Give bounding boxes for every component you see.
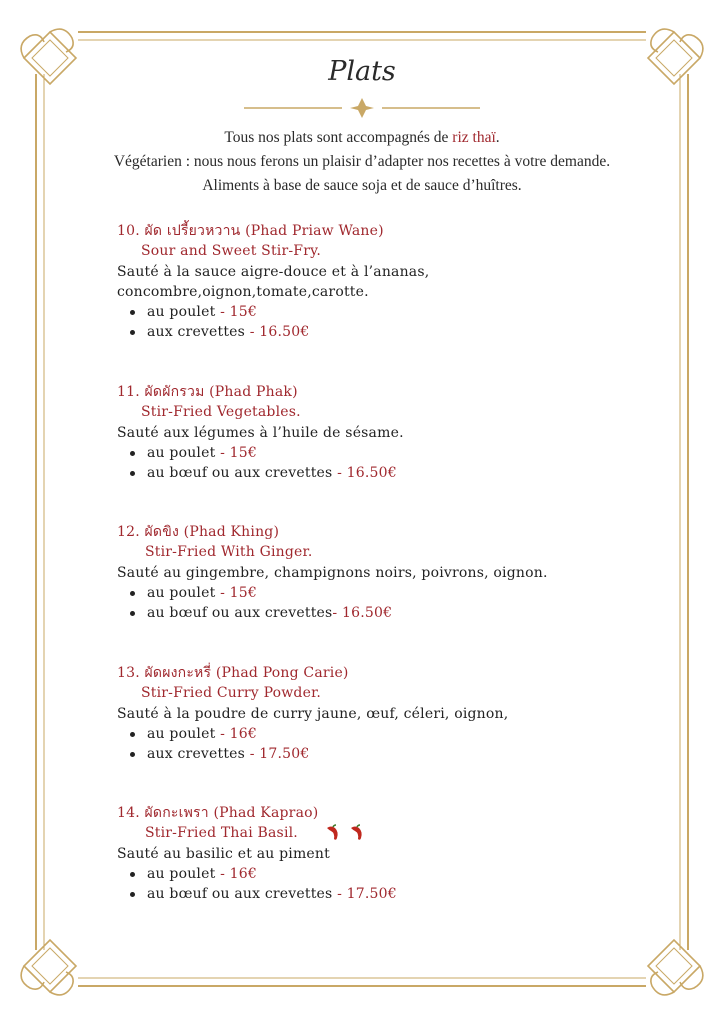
dish-heading: 10. ผัด เปรี้ยวหวาน (Phad Priaw Wane) (117, 223, 384, 239)
dish-subtitle: Stir-Fried Curry Powder. (141, 685, 322, 702)
dish-subtitle: Stir-Fried With Ginger. (145, 544, 313, 561)
page-title: Plats (328, 56, 396, 87)
price: - 16.50€ (249, 324, 310, 341)
title-divider-ornament (244, 98, 480, 118)
chili-pepper-icon (324, 824, 372, 842)
thai-rice-highlight: riz thaï (452, 129, 496, 146)
price: - 16€ (220, 865, 257, 882)
dish-description: Sauté à la poudre de curry jaune, œuf, céleri, oignon, (117, 705, 509, 722)
dish-11 (117, 382, 677, 483)
dish-option: aux crevettes - 16.50€ (117, 322, 677, 342)
dish-options (117, 302, 677, 343)
dish-10 (117, 221, 677, 343)
dish-option: au bœuf ou aux crevettes - 17.50€ (117, 884, 677, 904)
price: - 15€ (220, 584, 257, 601)
dish-option: au poulet - 15€ (117, 583, 677, 603)
dish-description: Sauté au gingembre, champignons noirs, poivrons, oignon. (117, 564, 548, 581)
price: - 16.50€ (332, 605, 393, 622)
dish-description: Sauté à la sauce aigre-douce et à l’ananas, (117, 263, 430, 280)
intro-line-rice: Tous nos plats sont accompagnés de riz thaï. (224, 129, 500, 146)
price: - 17.50€ (249, 746, 310, 763)
dish-heading: 11. ผัดผักรวม (Phad Phak) (117, 384, 298, 400)
dish-description: Sauté au basilic et au piment (117, 845, 330, 862)
dish-subtitle: Sour and Sweet Stir-Fry. (141, 243, 321, 260)
dish-subtitle-row (117, 823, 677, 843)
dish-description: concombre,oignon,tomate,carotte. (117, 283, 369, 300)
dish-subtitle: Stir-Fried Thai Basil. (145, 825, 298, 842)
dish-options (117, 864, 677, 905)
price: - 15€ (220, 444, 257, 461)
intro-line-soy: Aliments à base de sauce soja et de sauce d’huîtres. (202, 177, 522, 194)
dish-12 (117, 522, 677, 623)
dish-options (117, 583, 677, 624)
price: - 16.50€ (337, 465, 397, 482)
dish-option: au poulet - 16€ (117, 724, 677, 744)
dish-heading: 14. ผัดกะเพรา (Phad Kaprao) (117, 805, 319, 821)
corner-ornament-bottom-right (648, 940, 703, 995)
dish-option: au poulet - 15€ (117, 443, 677, 463)
dish-option: au poulet - 16€ (117, 864, 677, 884)
price: - 15€ (220, 304, 257, 321)
dish-option: au poulet - 15€ (117, 302, 677, 322)
dish-14 (117, 803, 677, 904)
price: - 17.50€ (337, 886, 397, 903)
dish-option: au bœuf ou aux crevettes- 16.50€ (117, 603, 677, 623)
dish-options (117, 724, 677, 765)
dish-option: aux crevettes - 17.50€ (117, 744, 677, 764)
dish-option: au bœuf ou aux crevettes - 16.50€ (117, 463, 677, 483)
dish-heading: 13. ผัดผงกะหรี่ (Phad Pong Carie) (117, 665, 349, 681)
corner-ornament-bottom-left (21, 940, 76, 995)
dish-subtitle: Stir-Fried Vegetables. (141, 404, 301, 421)
price: - 16€ (220, 725, 257, 742)
dish-13 (117, 663, 677, 764)
dish-description: Sauté aux légumes à l’huile de sésame. (117, 424, 404, 441)
intro-text (0, 126, 724, 198)
intro-line-vegetarian: Végétarien : nous nous ferons un plaisir d’adapter nos recettes à votre demande. (113, 153, 611, 170)
dish-heading: 12. ผัดขิง (Phad Khing) (117, 524, 280, 540)
dish-options (117, 443, 677, 484)
